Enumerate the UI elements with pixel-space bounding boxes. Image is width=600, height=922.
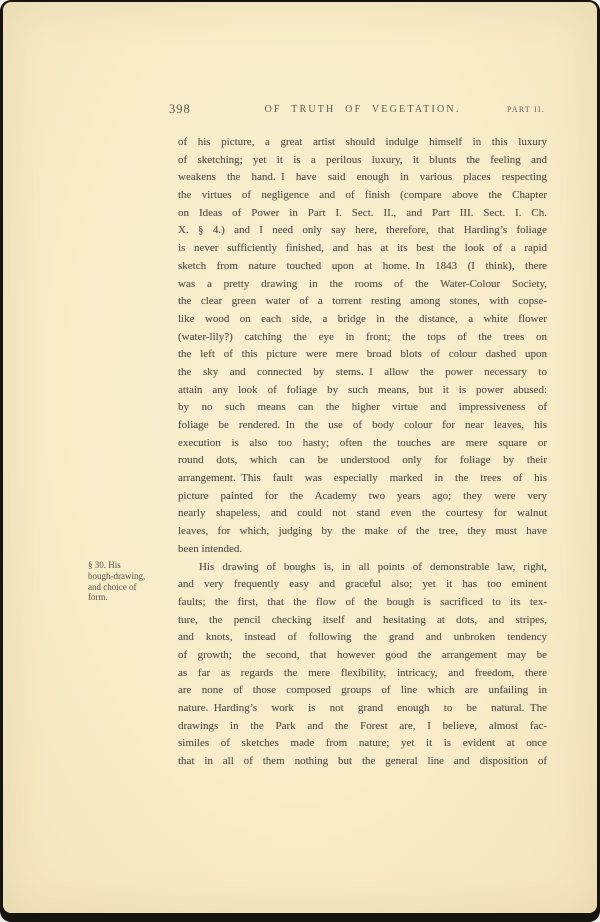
text-line: foliage be rendered. In the use of body colour for near leaves, his — [178, 419, 547, 431]
text-line: that in all of them nothing but the general line and disposition of — [178, 755, 547, 768]
text-line: similes of sketches made from nature; yet it is evident at once — [178, 737, 547, 750]
text-line: nearly shapeless, and could not stand even the courtesy for walnut — [178, 507, 547, 520]
text-line: arrangement. This fault was especially marked in the trees of his — [178, 472, 547, 485]
margin-note-line: form. — [88, 592, 108, 603]
text-line: weakens the hand. I have said enough in various places respecting — [178, 171, 547, 184]
text-line: by no such means can the higher virtue and impressiveness of — [178, 401, 547, 414]
text-line: leaves, for which, judging by the make of the tree, they must have — [178, 525, 547, 538]
margin-note — [88, 560, 168, 603]
text-line: sketch from nature touched upon at home. In 1843 (I think), there — [178, 259, 547, 272]
text-line: round dots, which can be understood only for foliage by their — [178, 454, 547, 467]
text-line: and knots, instead of following the grand and unbroken tendency — [178, 631, 547, 644]
text-line: of sketching; yet it is a perilous luxury, it blunts the feeling and — [178, 153, 547, 166]
page-number: 398 — [169, 102, 191, 116]
text-line: execution is also too hasty; often the touches are mere square or — [178, 436, 547, 449]
text-line: ture, the pencil checking itself and hesitating at dots, and stripes, — [178, 613, 547, 626]
text-line: attain any look of foliage by such means, but it is power abused: — [178, 383, 547, 396]
text-line: of growth; the second, that however good the arrangement may be — [178, 648, 547, 661]
text-line: are none of those composed groups of line which are unfailing in — [178, 684, 547, 697]
text-line: His drawing of boughs is, in all points of demonstrable law, right, — [199, 560, 547, 573]
text-line: X. § 4.) and I need only say here, therefore, that Harding’s foliage — [178, 224, 547, 237]
text-line: been intended. — [178, 542, 243, 555]
text-line: drawings in the Park and the Forest are, I believe, almost fac- — [178, 719, 547, 732]
text-line: (water-lily?) catching the eye in front; the tops of the trees on — [178, 330, 547, 343]
body-text — [178, 134, 547, 771]
text-line: of his picture, a great artist should indulge himself in this luxury — [178, 136, 547, 148]
text-line: the clear green water of a torrent resting among stones, with copse- — [178, 295, 547, 308]
text-line: as far as regards the mere flexibility, intricacy, and freedom, there — [178, 666, 547, 679]
text-line: the left of this picture were mere broad blots of colour dashed upon — [178, 348, 547, 361]
text-line: and very frequently easy and graceful also; yet it has too eminent — [178, 578, 547, 591]
margin-note-line: and choice of — [88, 581, 137, 592]
text-line: the virtues of negligence and of finish (compare above the Chapter — [178, 189, 547, 202]
margin-note-line: § 30. His — [88, 560, 121, 570]
text-line: was a pretty drawing in the rooms of the Water-Colour Society, — [178, 277, 547, 290]
text-line: like wood on each side, a bridge in the distance, a white flower — [178, 312, 547, 325]
text-line: on Ideas of Power in Part I. Sect. II., and Part III. Sect. I. Ch. — [178, 206, 547, 219]
running-header: OF TRUTH OF VEGETATION. — [264, 104, 461, 115]
text-line: nature. Harding’s work is not grand enough to be natural. The — [178, 702, 547, 714]
text-line: the sky and connected by stems. I allow the power necessary to — [178, 365, 547, 378]
text-line: is never sufficiently finished, and has at its best the look of a rapid — [178, 242, 547, 255]
text-line: picture painted for the Academy two years ago; they were very — [178, 489, 547, 502]
part-label: PART II. — [506, 105, 545, 114]
margin-note-line: bough-drawing, — [88, 570, 146, 581]
text-line: faults; the first, that the flow of the bough is sacrificed to its tex- — [178, 595, 547, 608]
